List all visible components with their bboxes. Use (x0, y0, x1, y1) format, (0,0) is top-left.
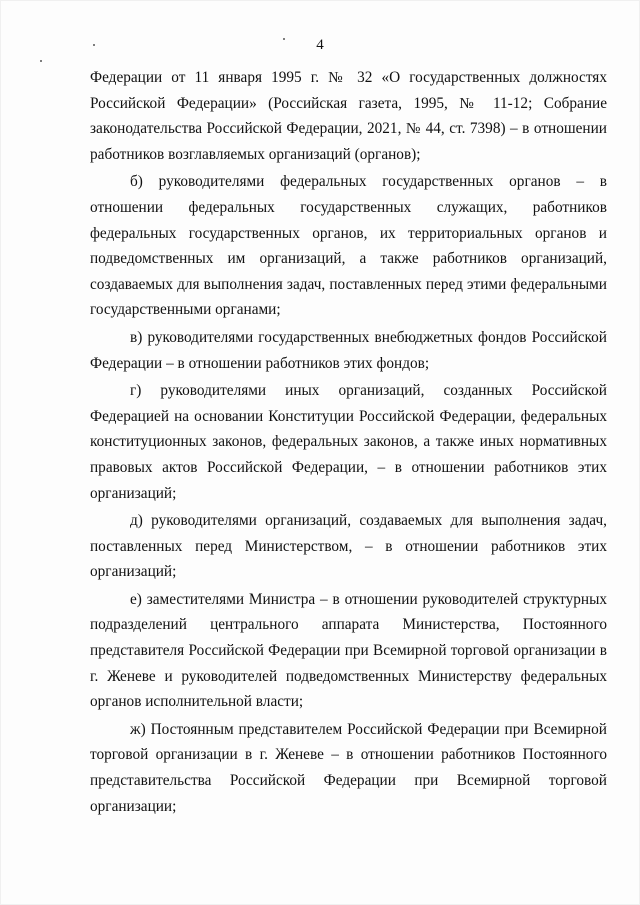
document-body (90, 65, 607, 819)
paragraph-item-v: в) руководителями государственных внебюджетных фондов Российской Федерации – в отношении работников этих фондов; (90, 328, 607, 372)
paragraph-item-b: б) руководителями федеральных государственных органов – в отношении федеральных государственных служащих, работников федеральных государственных органов, их территориальных органов и подведомственных им организаций, а также работников организаций, создаваемых для выполнения задач, поставленных перед этими федеральными государственными органами; (90, 173, 607, 319)
paragraph-item-g: г) руководителями иных организаций, созданных Российской Федерацией на основании Конституции Российской Федерации, федеральных конституционных законов, федеральных законов, а также иных нормативных правовых актов Российской Федерации, – в отношении работников этих организаций; (90, 382, 607, 502)
scan-speck (40, 60, 42, 62)
paragraph-item-d: д) руководителями организаций, создаваемых для выполнения задач, поставленных перед Министерством, – в отношении работников этих организаций; (90, 512, 607, 581)
paragraph-item-zh: ж) Постоянным представителем Российской Федерации при Всемирной торговой организации в г. Женеве – в отношении работников Постоянного представительства Российской Федерации при Всемирной торговой организации; (90, 720, 607, 815)
page-number: 4 (316, 37, 324, 53)
paragraph-item-e: е) заместителями Министра – в отношении руководителей структурных подразделений центрального аппарата Министерства, Постоянного представителя Российской Федерации при Всемирной торговой организации в г. Женеве и руководителей подведомственных Министерству федеральных органов исполнительной власти; (90, 590, 607, 711)
paragraph-continuation: Федерации от 11 января 1995 г. № 32 «О государственных должностях Российской Федерации» (Российская газета, 1995, № 11-12; Собрание законодательства Российской Федерации, 2021, № 44, ст. 7398) – в отношении работников возглавляемых организаций (органов); (90, 69, 607, 163)
